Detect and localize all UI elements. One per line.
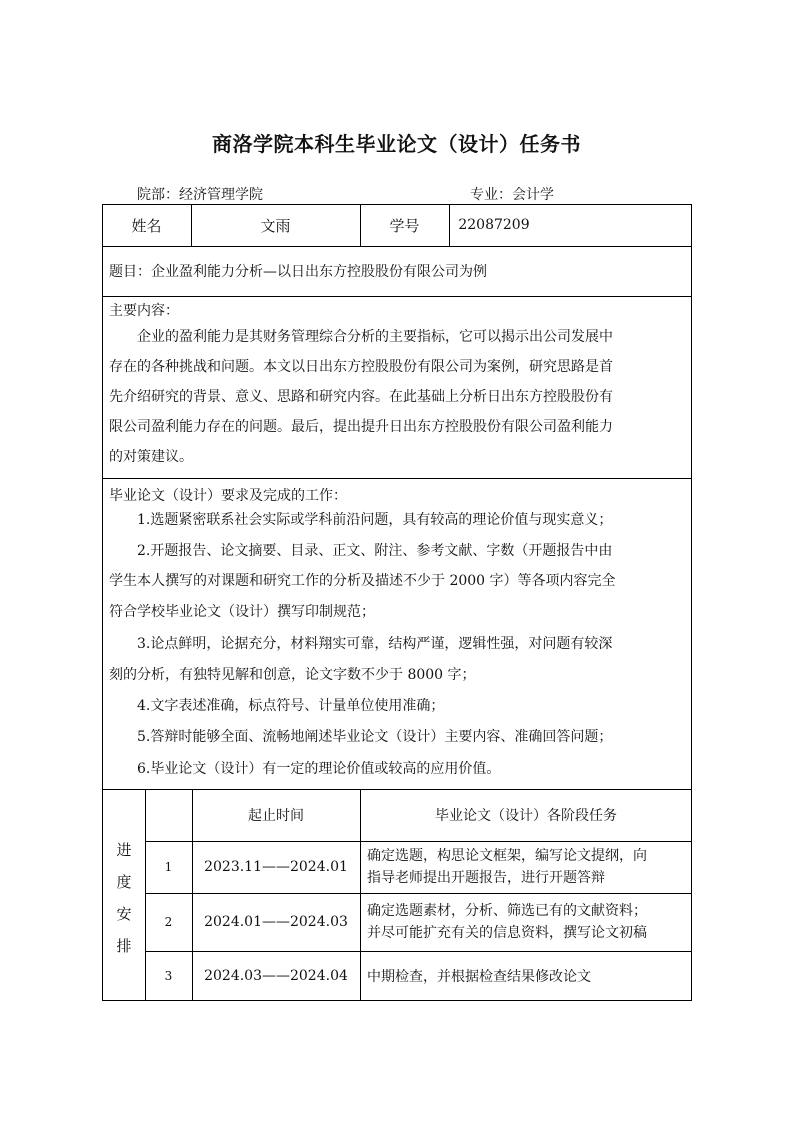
schedule-row-period: 2024.03——2024.04 — [204, 968, 348, 984]
name-value: 文雨 — [260, 216, 291, 235]
schedule-row-period: 2023.11——2024.01 — [204, 859, 348, 875]
requirement-line: 1.选题紧密联系社会实际或学科前沿问题，具有较高的理论价值与现实意义； — [137, 512, 613, 528]
name-label: 姓名 — [131, 216, 162, 235]
requirements-label: 毕业论文（设计）要求及完成的工作： — [109, 488, 347, 504]
requirement-line: 3.论点鲜明，论据充分，材料翔实可靠，结构严谨，逻辑性强，对问题有较深 — [137, 636, 613, 652]
main-content-line: 存在的各种挑战和问题。本文以日出东方控股股份有限公司为案例，研究思路是首 — [109, 359, 613, 375]
schedule-row-task: 指导老师提出开题报告，进行开题答辩 — [367, 870, 605, 886]
row-divider — [102, 246, 692, 247]
requirement-line: 刻的分析，有独特见解和创意，论文字数不少于 8000 字； — [109, 667, 476, 683]
schedule-row-task: 确定选题，构思论文框架，编写论文提纲，向 — [367, 848, 647, 864]
id-label: 学号 — [389, 216, 420, 235]
topic: 题目：企业盈利能力分析—以日出东方控股股份有限公司为例 — [109, 264, 487, 280]
schedule-header-period: 起止时间 — [248, 808, 304, 824]
requirement-line: 符合学校毕业论文（设计）撰写印制规范； — [109, 604, 375, 620]
requirement-line: 6.毕业论文（设计）有一定的理论价值或较高的应用价值。 — [137, 761, 501, 777]
major-label: 专业：会计学 — [470, 187, 554, 203]
requirement-line: 学生本人撰写的对课题和研究工作的分析及描述不少于 2000 字）等各项内容完全 — [109, 573, 616, 589]
schedule-header-task: 毕业论文（设计）各阶段任务 — [435, 808, 617, 824]
schedule-row-task: 确定选题素材，分析、筛选已有的文献资料； — [367, 903, 647, 919]
id-value: 22087209 — [458, 217, 530, 233]
document-title: 商洛学院本科生毕业论文（设计）任务书 — [212, 132, 581, 156]
schedule-row-number: 1 — [164, 860, 173, 874]
schedule-row-task: 中期检查，并根据检查结果修改论文 — [367, 969, 591, 985]
schedule-section-label: 进 — [116, 841, 132, 859]
main-content-line: 先介绍研究的背景、意义、思路和研究内容。在此基础上分析日出东方控股股份有 — [109, 389, 613, 405]
requirement-line: 2.开题报告、论文摘要、目录、正文、附注、参考文献、字数（开题报告中由 — [137, 543, 613, 559]
main-content-line: 企业的盈利能力是其财务管理综合分析的主要指标，它可以揭示出公司发展中 — [137, 329, 613, 345]
schedule-section-label: 度 — [116, 873, 132, 891]
schedule-row-period: 2024.01——2024.03 — [204, 914, 348, 930]
schedule-section-label: 排 — [116, 937, 132, 955]
schedule-section-label: 安 — [116, 905, 132, 923]
schedule-row-number: 3 — [164, 969, 173, 983]
requirement-line: 5.答辩时能够全面、流畅地阐述毕业论文（设计）主要内容、准确回答问题； — [137, 729, 613, 745]
row-divider — [102, 478, 692, 479]
schedule-row-task: 并尽可能扩充有关的信息资料，撰写论文初稿 — [367, 925, 647, 941]
department-label: 院部：经济管理学院 — [137, 187, 263, 203]
schedule-row-number: 2 — [164, 915, 173, 929]
main-content-line: 限公司盈利能力存在的问题。最后，提出提升日出东方控股股份有限公司盈利能力 — [109, 419, 613, 435]
requirement-line: 4.文字表述准确，标点符号、计量单位使用准确； — [137, 698, 445, 714]
main-content-label: 主要内容： — [109, 303, 179, 319]
main-content-line: 的对策建议。 — [109, 449, 193, 465]
